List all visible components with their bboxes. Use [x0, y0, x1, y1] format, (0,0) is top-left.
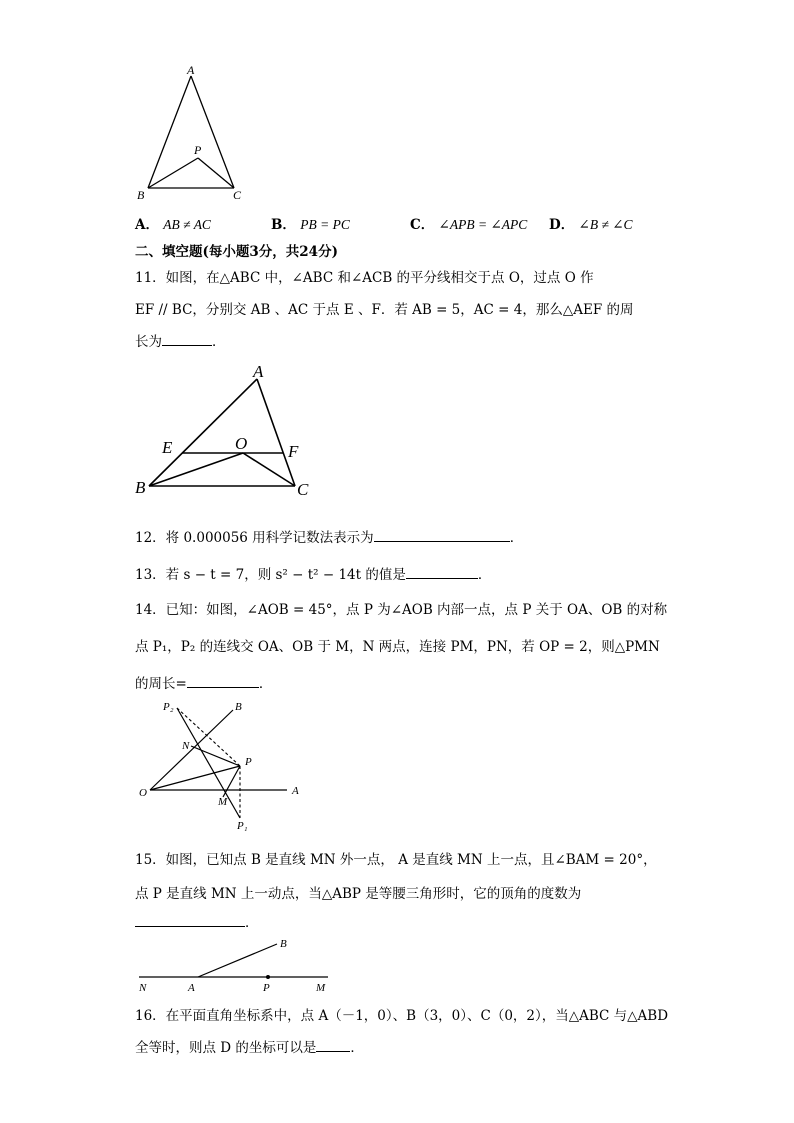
segment-pn: [191, 746, 240, 766]
label-a: A: [188, 982, 195, 994]
q11-suffix: ．: [212, 334, 226, 350]
q11-prefix: 长为: [135, 334, 162, 350]
label-a: A: [187, 63, 195, 77]
q16-line1: 16．在平面直角坐标系中，点 A（－1，0）、B（3，0）、C（0，2），当△ABC 与△ABD: [135, 1008, 669, 1024]
label-e: E: [162, 438, 173, 457]
q15-answer-blank[interactable]: [135, 913, 245, 927]
segment-op: [150, 766, 240, 790]
label-b: B: [137, 188, 145, 202]
segment-ab: [198, 944, 277, 977]
label-a: A: [253, 362, 264, 381]
segment-ac: [191, 76, 234, 188]
choice-b[interactable]: [271, 213, 350, 233]
q12-text: 12．将 0.000056 用科学记数法表示为: [135, 530, 374, 546]
segment-pm: [223, 766, 240, 797]
label-n: N: [182, 740, 190, 752]
segment-ab: [149, 379, 257, 486]
q16-line2: [135, 1036, 364, 1056]
q13-line: [135, 563, 491, 583]
choice-a-letter: A．: [135, 217, 159, 233]
choice-c-letter: C．: [410, 217, 435, 233]
segment-bo: [149, 453, 243, 486]
label-o: O: [235, 434, 248, 453]
choice-d[interactable]: [549, 213, 633, 233]
q13-text: 13．若 s − t = 7，则 s² − t² − 14t 的值是: [135, 567, 406, 583]
label-a: A: [292, 785, 299, 797]
choice-a[interactable]: [135, 213, 211, 233]
choice-c[interactable]: [410, 213, 527, 233]
label-c: C: [233, 188, 242, 202]
q14-line2: 点 P₁，P₂ 的连线交 OA、OB 于 M，N 两点，连接 PM，PN，若 OP = 2，则△PMN: [135, 639, 660, 655]
figure-angle-aob: [135, 698, 315, 833]
q15-line1: 15．如图，已知点 B 是直线 MN 外一点， A 是直线 MN 上一点，且∠BAM = 20°，: [135, 852, 657, 868]
q13-answer-blank[interactable]: [406, 565, 478, 579]
choice-b-letter: B．: [271, 217, 296, 233]
q14-answer-blank[interactable]: [187, 674, 259, 688]
choice-d-expr: ∠B ≠ ∠C: [578, 217, 633, 232]
ray-ob: [150, 710, 233, 790]
figure-triangle-aefc: [132, 360, 322, 500]
label-p1: P₁: [237, 820, 248, 832]
q11-line1: 11．如图，在△ABC 中，∠ABC 和∠ACB 的平分线相交于点 O，过点 O 作: [135, 270, 594, 286]
choice-d-letter: D．: [549, 217, 575, 233]
q14-line3: [135, 672, 272, 692]
segment-p2-p1: [177, 708, 240, 818]
q11-line3: [135, 330, 226, 350]
q13-suffix: ．: [477, 567, 492, 583]
label-f: F: [288, 442, 299, 461]
figure-line-mn: [132, 935, 337, 995]
q15-line2: 点 P 是直线 MN 上一动点，当△ABP 是等腰三角形时，它的顶角的度数为: [135, 886, 582, 902]
choice-b-expr: PB = PC: [300, 217, 350, 232]
q14-suffix: ．: [258, 676, 273, 692]
q14-prefix: 的周长=: [135, 676, 187, 692]
q12-line: [135, 526, 523, 546]
q12-answer-blank[interactable]: [374, 528, 510, 542]
q14-line1: 14．已知：如图，∠AOB = 45°，点 P 为∠AOB 内部一点，点 P 关于 OA、OB 的对称: [135, 602, 668, 618]
choice-c-expr: ∠APB = ∠APC: [438, 217, 528, 232]
q16-answer-blank[interactable]: [316, 1038, 350, 1052]
segment-bp: [148, 158, 198, 188]
q15-suffix: ．: [245, 915, 259, 931]
label-b: B: [135, 478, 146, 497]
label-o: O: [139, 787, 147, 799]
q16-prefix: 全等时，则点 D 的坐标可以是: [135, 1040, 317, 1056]
segment-ab: [148, 76, 191, 188]
label-b: B: [280, 938, 287, 950]
label-p2: P₂: [163, 701, 174, 713]
segment-ac: [257, 379, 295, 486]
q11-line2: EF // BC，分别交 AB 、AC 于点 E 、F．若 AB = 5，AC = 4，那么△AEF 的周: [135, 302, 634, 318]
label-c: C: [297, 480, 309, 499]
q12-suffix: ．: [509, 530, 524, 546]
q11-answer-blank[interactable]: [162, 332, 212, 346]
label-p: P: [245, 756, 252, 768]
point-p: [266, 975, 270, 979]
q15-line3: [135, 911, 259, 931]
label-n: N: [139, 982, 147, 994]
choice-a-expr: AB ≠ AC: [163, 217, 211, 232]
label-b: B: [235, 701, 242, 713]
label-m: M: [316, 982, 326, 994]
label-p: P: [194, 143, 202, 157]
q16-suffix: ．: [350, 1040, 364, 1056]
label-p: P: [263, 982, 270, 994]
figure-triangle-apbc: [130, 62, 260, 204]
section-heading: 二、填空题(每小题3分，共24分): [135, 244, 338, 260]
label-m: M: [218, 796, 228, 808]
dashed-p2-p: [177, 708, 240, 766]
